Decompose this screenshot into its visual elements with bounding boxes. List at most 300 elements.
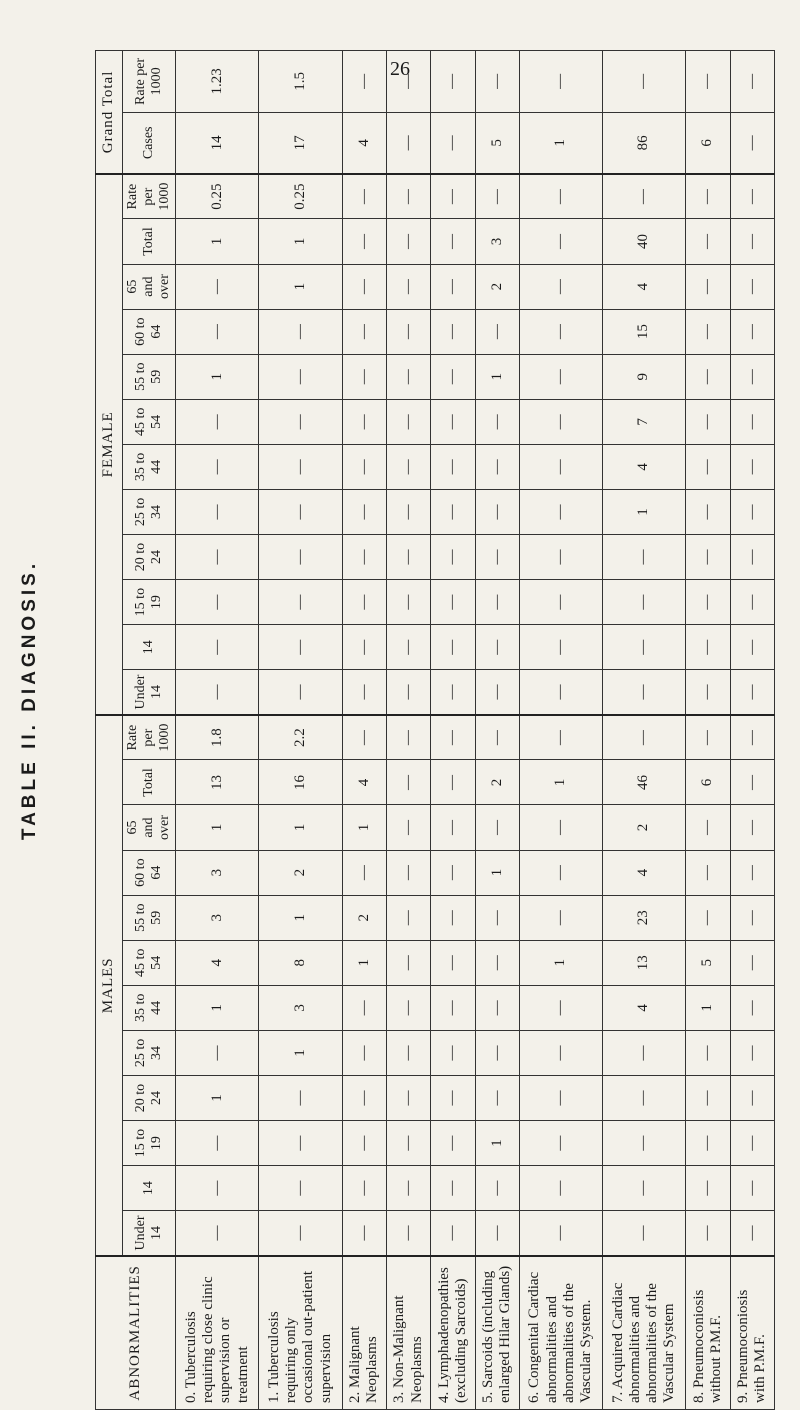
males-cell: — (686, 1030, 730, 1075)
female-col-header: Under 14 (123, 670, 176, 715)
males-cell: — (475, 985, 519, 1030)
female-cell: — (686, 670, 730, 715)
female-cell: 4 (603, 444, 686, 489)
female-cell: — (730, 219, 774, 264)
males-cell: — (730, 985, 774, 1030)
males-cell: — (686, 895, 730, 940)
grand-total-cell: 14 (176, 112, 259, 173)
female-cell: — (475, 399, 519, 444)
female-cell: — (686, 535, 730, 580)
males-cell: — (386, 1030, 430, 1075)
males-cell: — (730, 1121, 774, 1166)
female-cell: — (176, 444, 259, 489)
female-cell: — (475, 625, 519, 670)
female-cell: — (342, 625, 386, 670)
males-cell: 6 (686, 760, 730, 805)
males-cell: — (603, 1075, 686, 1120)
males-cell: 1 (475, 1121, 519, 1166)
female-cell: 0.25 (176, 174, 259, 219)
diagnosis-table-wrapper (95, 50, 775, 1410)
female-cell: — (475, 489, 519, 534)
female-cell: — (342, 309, 386, 354)
males-cell: — (730, 850, 774, 895)
males-cell: — (730, 1211, 774, 1256)
female-cell: — (519, 444, 602, 489)
males-cell: 3 (176, 895, 259, 940)
males-cell: — (386, 1166, 430, 1211)
males-cell: 13 (176, 760, 259, 805)
female-cell: — (686, 489, 730, 534)
males-cell: 1 (342, 940, 386, 985)
males-col-header: 60 to 64 (123, 850, 176, 895)
grand-total-cell: — (431, 112, 475, 173)
males-cell: — (730, 805, 774, 850)
female-cell: — (730, 535, 774, 580)
males-cell: 23 (603, 895, 686, 940)
female-col-header: 20 to 24 (123, 535, 176, 580)
grand-total-cell: — (386, 51, 430, 113)
males-cell: — (342, 1121, 386, 1166)
grand-total-cell: — (603, 51, 686, 113)
female-cell: — (386, 309, 430, 354)
female-cell: — (730, 670, 774, 715)
males-cell: — (686, 1166, 730, 1211)
diagnosis-table (95, 50, 775, 1410)
grand-total-cell: 1 (519, 112, 602, 173)
males-cell: 1 (259, 1030, 342, 1075)
female-cell: 2 (475, 264, 519, 309)
males-cell: — (686, 850, 730, 895)
males-cell: 8 (259, 940, 342, 985)
grand-total-cell: 4 (342, 112, 386, 173)
males-cell: — (519, 1211, 602, 1256)
males-cell: — (386, 985, 430, 1030)
female-cell: — (475, 580, 519, 625)
female-cell: — (519, 174, 602, 219)
female-cell: 1 (603, 489, 686, 534)
group-header-row (96, 51, 123, 1410)
female-cell: — (259, 309, 342, 354)
males-cell: — (259, 1166, 342, 1211)
female-cell: — (603, 535, 686, 580)
males-cell: — (475, 1030, 519, 1075)
abnormality-label: 8. Pneumoconiosis without P.M.F. (686, 1256, 730, 1410)
males-cell: — (386, 760, 430, 805)
males-cell: — (603, 1030, 686, 1075)
female-cell: — (431, 174, 475, 219)
males-cell: — (730, 760, 774, 805)
female-cell: — (386, 489, 430, 534)
female-cell: — (519, 264, 602, 309)
males-cell: — (730, 1030, 774, 1075)
grand-total-group-header: Grand Total (96, 51, 123, 174)
males-cell: — (686, 1121, 730, 1166)
males-cell: — (259, 1075, 342, 1120)
males-cell: — (475, 805, 519, 850)
female-cell: — (475, 444, 519, 489)
female-cell: — (730, 354, 774, 399)
female-cell: — (730, 489, 774, 534)
female-cell: — (519, 219, 602, 264)
males-cell: — (686, 715, 730, 760)
males-cell: — (431, 985, 475, 1030)
female-cell: — (431, 535, 475, 580)
female-cell: — (259, 625, 342, 670)
males-cell: 13 (603, 940, 686, 985)
female-cell: — (431, 489, 475, 534)
female-cell: — (386, 219, 430, 264)
female-cell: — (730, 580, 774, 625)
males-cell: — (603, 1211, 686, 1256)
grand-total-cell: 6 (686, 112, 730, 173)
males-cell: 16 (259, 760, 342, 805)
grand-total-col-header: Cases (123, 112, 176, 173)
males-col-header: Rate per 1000 (123, 715, 176, 760)
female-cell: — (342, 444, 386, 489)
female-cell: — (431, 625, 475, 670)
males-cell: — (519, 805, 602, 850)
female-cell: — (176, 264, 259, 309)
female-cell: — (176, 399, 259, 444)
female-cell: — (431, 219, 475, 264)
female-cell: — (386, 354, 430, 399)
grand-total-cell: 1.5 (259, 51, 342, 113)
female-cell: — (519, 489, 602, 534)
page-number: 26 (390, 58, 410, 80)
males-cell: 2.2 (259, 715, 342, 760)
males-cell: — (519, 1075, 602, 1120)
grand-total-cell: — (386, 112, 430, 173)
female-cell: — (475, 174, 519, 219)
female-col-header: Rate per 1000 (123, 174, 176, 219)
males-cell: — (386, 1075, 430, 1120)
table-row (431, 51, 475, 1410)
males-cell: — (730, 1075, 774, 1120)
males-cell: 5 (686, 940, 730, 985)
males-cell: — (475, 940, 519, 985)
grand-total-cell: — (730, 112, 774, 173)
males-cell: — (686, 805, 730, 850)
female-cell: — (686, 625, 730, 670)
female-cell: — (342, 535, 386, 580)
males-cell: — (431, 1075, 475, 1120)
female-cell: — (519, 309, 602, 354)
abnormality-label: 7. Acquired Cardiac abnormalities and abnormalities of the Vascular System (603, 1256, 686, 1410)
males-cell: — (386, 1121, 430, 1166)
female-cell: — (342, 399, 386, 444)
males-cell: — (686, 1075, 730, 1120)
males-cell: — (176, 1121, 259, 1166)
males-cell: 4 (603, 850, 686, 895)
abnormality-label: 2. Malignant Neoplasms (342, 1256, 386, 1410)
female-group-header: FEMALE (96, 174, 123, 715)
female-cell: — (730, 399, 774, 444)
males-cell: — (431, 760, 475, 805)
males-cell: — (519, 1030, 602, 1075)
female-cell: — (519, 625, 602, 670)
female-cell: — (342, 219, 386, 264)
female-col-header: 45 to 54 (123, 399, 176, 444)
males-cell: 2 (259, 850, 342, 895)
female-cell: — (259, 354, 342, 399)
grand-total-cell: — (686, 51, 730, 113)
female-cell: — (603, 174, 686, 219)
female-cell: — (730, 174, 774, 219)
female-cell: — (686, 354, 730, 399)
female-cell: — (686, 580, 730, 625)
males-cell: — (431, 805, 475, 850)
female-cell: — (686, 264, 730, 309)
table-row (176, 51, 259, 1410)
males-cell: 4 (342, 760, 386, 805)
female-cell: 1 (475, 354, 519, 399)
female-cell: — (519, 670, 602, 715)
female-cell: — (342, 264, 386, 309)
female-cell: — (342, 580, 386, 625)
female-cell: — (259, 489, 342, 534)
grand-total-cell: 5 (475, 112, 519, 173)
males-cell: — (342, 1075, 386, 1120)
female-cell: 15 (603, 309, 686, 354)
males-cell: — (431, 895, 475, 940)
males-cell: — (475, 715, 519, 760)
males-col-header: 14 (123, 1166, 176, 1211)
female-col-header: 60 to 64 (123, 309, 176, 354)
males-cell: — (342, 1211, 386, 1256)
female-cell: — (342, 354, 386, 399)
males-cell: — (475, 1211, 519, 1256)
female-cell: — (176, 580, 259, 625)
males-cell: 46 (603, 760, 686, 805)
female-col-header: 14 (123, 625, 176, 670)
males-cell: — (342, 1166, 386, 1211)
female-cell: — (386, 535, 430, 580)
males-cell: — (475, 1166, 519, 1211)
males-cell: 1 (519, 940, 602, 985)
males-cell: — (342, 850, 386, 895)
grand-total-cell: — (519, 51, 602, 113)
grand-total-cell: — (431, 51, 475, 113)
males-cell: 1 (176, 805, 259, 850)
males-col-header: 25 to 34 (123, 1030, 176, 1075)
males-col-header: 55 to 59 (123, 895, 176, 940)
female-cell: — (176, 535, 259, 580)
males-cell: — (603, 1121, 686, 1166)
males-group-header: MALES (96, 715, 123, 1256)
table-row (386, 51, 430, 1410)
males-cell: — (386, 1211, 430, 1256)
female-cell: — (475, 309, 519, 354)
males-cell: — (730, 715, 774, 760)
grand-total-cell: 86 (603, 112, 686, 173)
female-cell: — (386, 670, 430, 715)
female-cell: — (431, 444, 475, 489)
males-cell: — (386, 715, 430, 760)
males-cell: — (386, 850, 430, 895)
abnormality-label: 5. Sarcoids (including enlarged Hilar Glands) (475, 1256, 519, 1410)
female-cell: — (342, 670, 386, 715)
female-cell: — (431, 264, 475, 309)
female-cell: — (342, 489, 386, 534)
grand-total-cell: — (475, 51, 519, 113)
female-cell: — (431, 580, 475, 625)
males-cell: 2 (475, 760, 519, 805)
female-cell: — (259, 444, 342, 489)
abnormality-label: 3. Non-Malignant Neoplasms (386, 1256, 430, 1410)
female-cell: — (176, 625, 259, 670)
female-cell: — (431, 354, 475, 399)
female-cell: — (259, 535, 342, 580)
female-cell: — (431, 670, 475, 715)
males-cell: — (431, 1121, 475, 1166)
abnormality-label: 6. Congenital Cardiac abnormalities and abnormalities of the Vascular System. (519, 1256, 602, 1410)
grand-total-col-header: Rate per 1000 (123, 51, 176, 113)
female-cell: — (475, 535, 519, 580)
female-cell: — (603, 670, 686, 715)
female-cell: — (431, 399, 475, 444)
female-cell: — (176, 670, 259, 715)
males-cell: — (603, 1166, 686, 1211)
males-cell: 3 (259, 985, 342, 1030)
table-row (519, 51, 602, 1410)
males-cell: — (519, 895, 602, 940)
female-cell: 1 (259, 219, 342, 264)
abnormality-label: 4. Lymphadenopathies (excluding Sarcoids) (431, 1256, 475, 1410)
males-cell: 1 (475, 850, 519, 895)
female-cell: — (730, 264, 774, 309)
males-col-header: 15 to 19 (123, 1121, 176, 1166)
males-col-header: Total (123, 760, 176, 805)
table-row (730, 51, 774, 1410)
males-cell: — (431, 715, 475, 760)
female-cell: — (686, 174, 730, 219)
males-col-header: 35 to 44 (123, 985, 176, 1030)
males-cell: — (431, 1211, 475, 1256)
males-cell: — (686, 1211, 730, 1256)
males-cell: 3 (176, 850, 259, 895)
males-cell: — (519, 1166, 602, 1211)
female-cell: — (342, 174, 386, 219)
female-cell: — (730, 309, 774, 354)
table-row (342, 51, 386, 1410)
males-cell: — (431, 850, 475, 895)
males-cell: — (259, 1211, 342, 1256)
males-cell: — (176, 1211, 259, 1256)
males-cell: 1 (259, 895, 342, 940)
female-cell: — (259, 399, 342, 444)
column-header-row (123, 51, 176, 1410)
males-col-header: 65 and over (123, 805, 176, 850)
males-cell: 2 (603, 805, 686, 850)
males-cell: — (519, 1121, 602, 1166)
males-cell: — (519, 715, 602, 760)
males-cell: — (431, 940, 475, 985)
table-row (603, 51, 686, 1410)
table-row (259, 51, 342, 1410)
female-col-header: 15 to 19 (123, 580, 176, 625)
female-cell: — (176, 489, 259, 534)
female-cell: 3 (475, 219, 519, 264)
female-cell: — (603, 580, 686, 625)
abnormality-label: 0. Tuberculosis requiring close clinic supervision or treatment (176, 1256, 259, 1410)
table-row (686, 51, 730, 1410)
table-body (176, 51, 775, 1410)
males-cell: — (386, 805, 430, 850)
males-cell: — (342, 985, 386, 1030)
males-cell: 4 (603, 985, 686, 1030)
males-cell: — (431, 1030, 475, 1075)
female-cell: — (730, 625, 774, 670)
female-cell: — (259, 580, 342, 625)
female-cell: 9 (603, 354, 686, 399)
males-cell: 1 (519, 760, 602, 805)
grand-total-cell: — (730, 51, 774, 113)
males-cell: — (519, 850, 602, 895)
males-cell: — (730, 1166, 774, 1211)
female-cell: — (386, 444, 430, 489)
males-cell: — (342, 715, 386, 760)
males-cell: 1 (342, 805, 386, 850)
males-cell: — (603, 715, 686, 760)
males-cell: — (259, 1121, 342, 1166)
female-col-header: 55 to 59 (123, 354, 176, 399)
female-cell: — (259, 670, 342, 715)
female-cell: 7 (603, 399, 686, 444)
males-cell: 4 (176, 940, 259, 985)
males-cell: — (386, 895, 430, 940)
males-cell: — (431, 1166, 475, 1211)
female-cell: — (176, 309, 259, 354)
female-cell: — (431, 309, 475, 354)
female-col-header: 65 and over (123, 264, 176, 309)
males-cell: — (176, 1030, 259, 1075)
female-cell: — (386, 174, 430, 219)
female-cell: — (519, 535, 602, 580)
males-cell: 1 (686, 985, 730, 1030)
males-col-header: 20 to 24 (123, 1075, 176, 1120)
female-cell: — (519, 354, 602, 399)
female-cell: — (386, 264, 430, 309)
males-cell: — (730, 940, 774, 985)
female-cell: — (686, 309, 730, 354)
males-cell: — (475, 1075, 519, 1120)
abnormalities-header: ABNORMALITIES (96, 1256, 176, 1410)
female-cell: 40 (603, 219, 686, 264)
female-cell: — (519, 580, 602, 625)
males-cell: 1 (259, 805, 342, 850)
males-cell: — (730, 895, 774, 940)
males-col-header: 45 to 54 (123, 940, 176, 985)
female-col-header: 35 to 44 (123, 444, 176, 489)
males-cell: 2 (342, 895, 386, 940)
males-cell: — (342, 1030, 386, 1075)
female-cell: — (686, 399, 730, 444)
female-cell: — (475, 670, 519, 715)
males-cell: — (475, 895, 519, 940)
female-cell: 4 (603, 264, 686, 309)
female-cell: — (386, 625, 430, 670)
grand-total-cell: 1.23 (176, 51, 259, 113)
female-cell: — (386, 580, 430, 625)
female-cell: — (686, 219, 730, 264)
table-title: TABLE II. DIAGNOSIS. (19, 559, 40, 841)
males-cell: — (386, 940, 430, 985)
female-cell: — (686, 444, 730, 489)
grand-total-cell: 17 (259, 112, 342, 173)
abnormality-label: 9. Pneumoconiosis with P.M.F. (730, 1256, 774, 1410)
grand-total-cell: — (342, 51, 386, 113)
males-col-header: Under 14 (123, 1211, 176, 1256)
